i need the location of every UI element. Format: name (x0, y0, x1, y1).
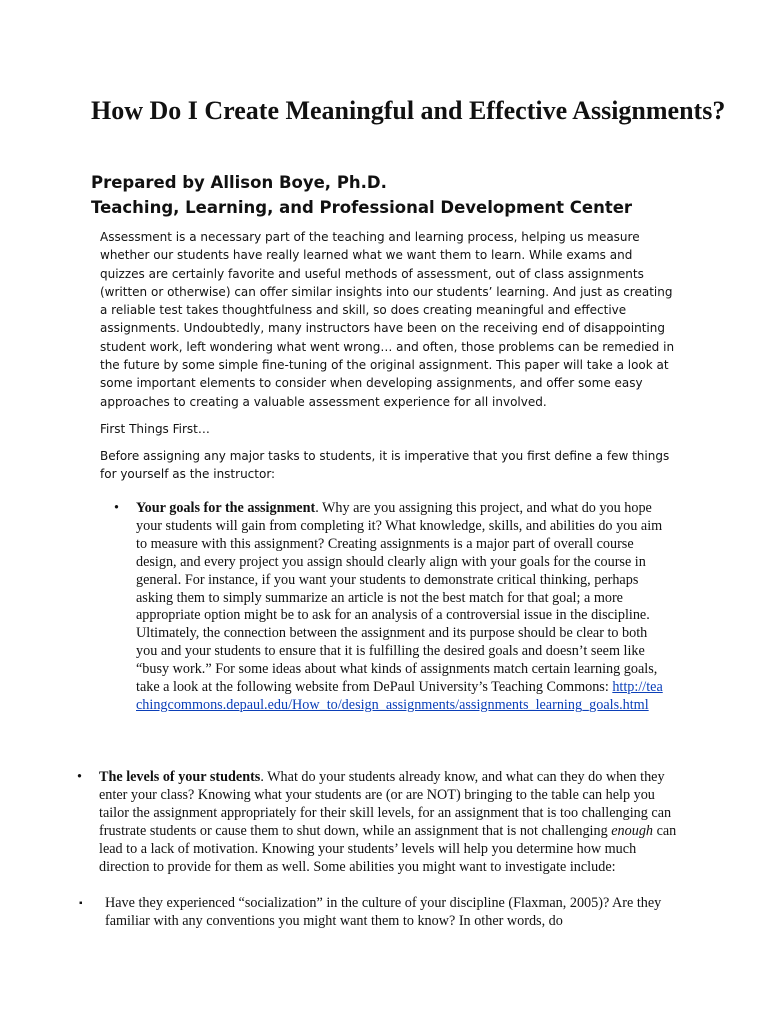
bullet-marker: • (114, 500, 119, 516)
bullet-levels-text-after: can lead to a lack of motivation. Knowing your students’ levels will help you determine how much direction to provide for them as well. Some abilities you might want to investigate include: (99, 822, 677, 875)
bullet-levels-emphasis: enough (611, 822, 654, 839)
section-intro-paragraph: Before assigning any major tasks to students, it is imperative that you first define a few things for yourself as the instructor: (100, 449, 670, 482)
intro-paragraph: Assessment is a necessary part of the teaching and learning process, helping us measure whether our students have really learned what we want them to learn. While exams and quizzes are certainly favorite and useful methods of assessment, out of class assignments (written or otherwise) can offer similar insights into our students’ learning. And just as creating a reliable test takes thoughtfulness and skill, so does creating meaningful and effective assignments. Undoubtedly, many instructors have been on the receiving end of disappointing student work, left wondering what went wrong… and often, those problems can be remedied in the future by some simple fine-tuning of the original assignment. This paper will take a look at some important elements to consider when developing assignments, and offer some easy approaches to creating a valuable assessment experience for all involved. (100, 230, 675, 409)
document-title: How Do I Create Meaningful and Effective Assignments? (91, 96, 726, 125)
bullet-levels-lead: The levels of your students (99, 769, 261, 785)
bullet-goals-text: . Why are you assigning this project, and what do you hope your students will gain from completing it? What knowledge, skills, and abilities do you aim to measure with this assignment? Creating assignments is a major part of overall course design, and every project you assign should clearly align with your goals for the course in general. For instance, if you want your students to demonstrate critical thinking, perhaps asking them to simply summarize an article is not the best match for that goal; a more appropriate option might be to ask for an analysis of a controversial issue in the discipline. Ultimately, the connection between the assignment and its purpose should be clear to both you and your students to ensure that it is fulfilling the desired goals and doesn’t seem like “busy work.” For some ideas about what kinds of assignments match certain learning goals, take a look at the following website from DePaul University’s Teaching Commons: (136, 500, 663, 696)
teaching-commons-link[interactable]: http://teachingcommons.depaul.edu/How_to/design_assignments/assignments_learning_goals.html (136, 679, 663, 713)
author-line: Prepared by Allison Boye, Ph.D. (91, 173, 387, 192)
square-bullet-marker: ▪ (79, 898, 83, 909)
bullet-goals (114, 500, 668, 715)
bullet-levels-text-before: . What do your students already know, and what can they do when they enter your class? Knowing what your students are (or are NOT) bringing to the table can help you tailor the assignment appropriately for their skill levels, for an assignment that is too challenging can frustrate students or cause them to shut down, while an assignment that is not challenging (99, 769, 672, 839)
bullet-goals-lead: Your goals for the assignment (136, 500, 316, 516)
section-heading: First Things First… (100, 422, 210, 436)
organization-line: Teaching, Learning, and Professional Development Center (91, 198, 633, 217)
bullet-marker: • (77, 769, 82, 785)
sub-bullet-socialization (79, 895, 681, 931)
sub-bullet-text: Have they experienced “socialization” in the culture of your discipline (Flaxman, 2005)? Are they familiar with any conventions you might want them to know? In other words, do (105, 895, 662, 929)
bullet-levels (77, 769, 681, 876)
